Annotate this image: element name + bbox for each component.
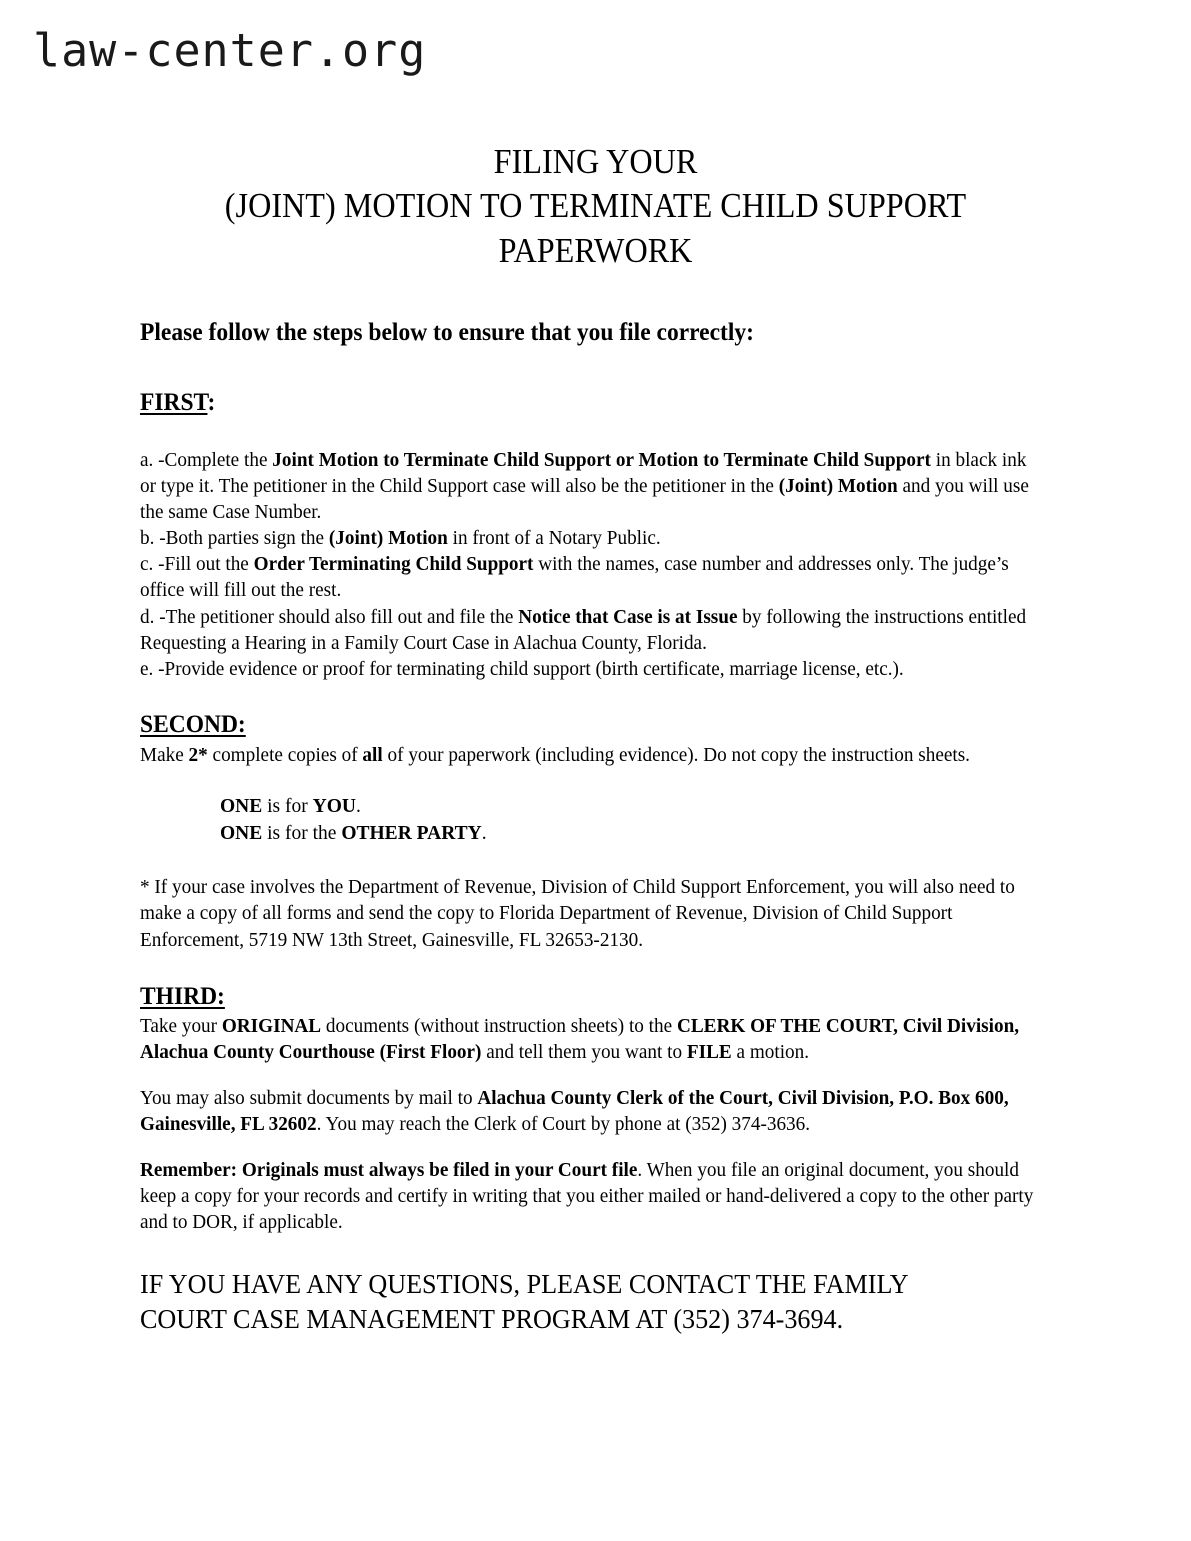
first-item-c: c. -Fill out the Order Terminating Child Support with the names, case number and addresses only. The judge’s office will fill out the rest. [140,554,1009,602]
section-heading-third [140,982,996,1012]
first-item-a: a. -Complete the Joint Motion to Terminate Child Support or Motion to Terminate Child Support in black ink or type it. The petitioner in the Child Support case will also be the petitioner in the (Joint) Motion and you will use the same Case Number. [140,450,1029,524]
section-heading-first-label: FIRST [140,389,208,417]
page-title [176,140,1014,273]
copy-recipient-other-party: ONE is for the OTHER PARTY. [220,822,487,844]
first-item-d: d. -The petitioner should also fill out and file the Notice that Case is at Issue by following the instructions entitled Requesting a Hearing in a Family Court Case in Alachua County, Florida. [140,606,1027,654]
section-heading-first [140,388,996,418]
intro-heading: Please follow the steps below to ensure that you file correctly: [140,319,754,347]
third-originals-line: Take your ORIGINAL documents (without instruction sheets) to the CLERK OF THE COURT, Civil Division, Alachua County Courthouse (First Floor) and tell them you want to FILE a motion. [140,1015,1020,1063]
closing-line-2: COURT CASE MANAGEMENT PROGRAM AT (352) 374-3694. [140,1302,844,1334]
first-item-e: e. -Provide evidence or proof for terminating child support (birth certificate, marriage license, etc.). [140,658,904,680]
first-items [140,448,1037,682]
document-content [140,140,1051,1336]
third-remember-line: Remember: Originals must always be filed in your Court file. When you file an original document, you should keep a copy for your records and certify in writing that you either mailed or hand-delivered a copy to the other party and to DOR, if applicable. [140,1159,1034,1233]
closing-line-1: IF YOU HAVE ANY QUESTIONS, PLEASE CONTACT THE FAMILY [140,1267,909,1299]
section-heading-second [140,710,996,740]
dor-footnote: * If your case involves the Department of Revenue, Division of Child Support Enforcement, you will also need to make a copy of all forms and send the copy to Florida Department of Revenue, Division of Child Support Enforcement, 5719 NW 13th Street, Gainesville, FL 32653-2130. [140,877,1015,951]
section-heading-third-label: THIRD: [140,982,225,1010]
first-item-b: b. -Both parties sign the (Joint) Motion in front of a Notary Public. [140,528,661,550]
page-title-line-3: PAPERWORK [498,230,693,270]
section-heading-first-colon: : [207,389,216,417]
site-watermark: law-center.org [33,24,427,77]
page-title-line-2: (JOINT) MOTION TO TERMINATE CHILD SUPPORT [224,186,967,226]
section-heading-second-label: SECOND: [140,710,246,738]
closing-contact-statement [140,1266,1005,1336]
second-copies-line: Make 2* complete copies of all of your paperwork (including evidence). Do not copy the instruction sheets. [140,744,970,766]
third-mail-line: You may also submit documents by mail to Alachua County Clerk of the Court, Civil Division, P.O. Box 600, Gainesville, FL 32602. You may reach the Clerk of Court by phone at (352) 374-3636. [140,1087,1009,1135]
copy-recipient-you: ONE is for YOU. [220,795,361,817]
copy-recipients-list [140,794,1051,848]
page-title-line-1: FILING YOUR [493,142,698,181]
